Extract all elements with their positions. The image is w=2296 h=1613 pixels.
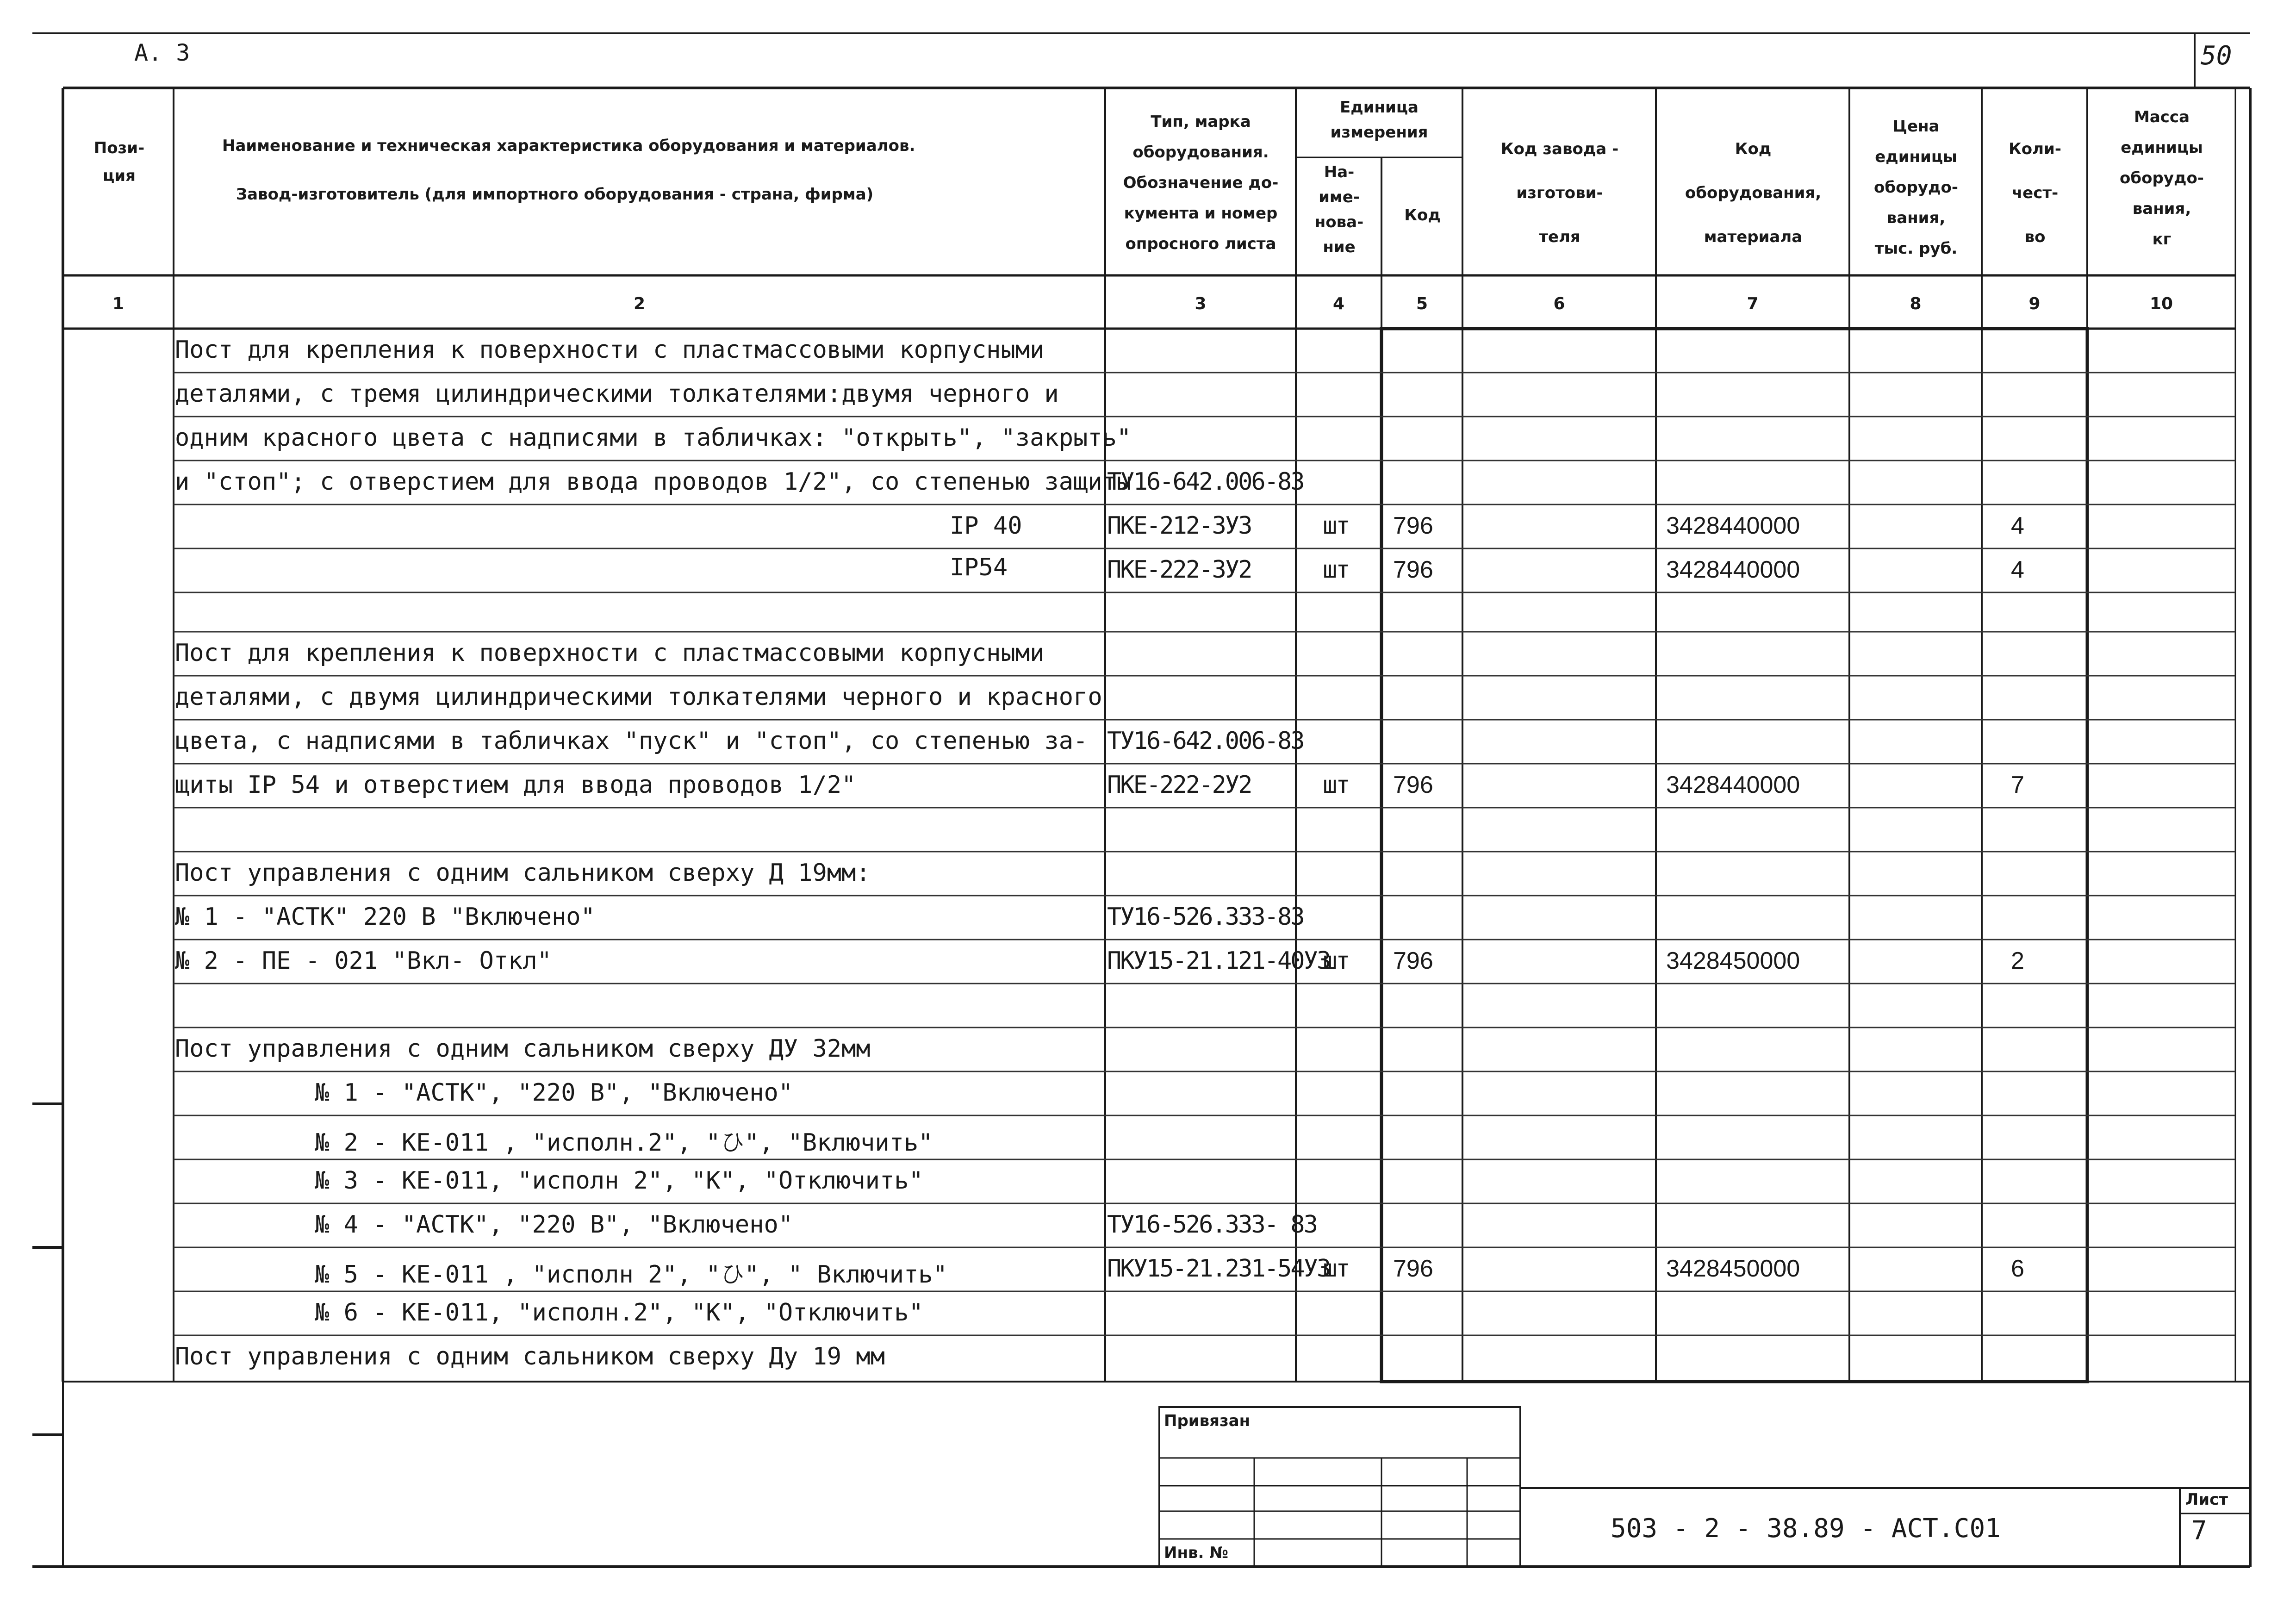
table-row-unit: шт (1323, 556, 1349, 584)
table-row-description: Пост для крепления к поверхности с пластмассовыми корпусными (175, 336, 1045, 364)
column-number-2: 2 (633, 294, 646, 313)
table-row-description: № 4 - "АСТК", "220 В", "Включено" (315, 1211, 793, 1239)
table-row-equipment-code: 3428450000 (1666, 1255, 1800, 1282)
header-equipment-code: Код оборудования, материала (1685, 140, 1822, 246)
table-row-type: ПКЕ-212-3У3 (1107, 512, 1251, 540)
header-position: Пози- ция (93, 139, 145, 185)
table-row-description: № 2 - ПЕ - 021 "Вкл- Откл" (175, 947, 552, 975)
page-number: 50 (2201, 41, 2232, 71)
table-row-description: одним красного цвета с надписями в табличках: "открыть", "закрыть" (175, 424, 1132, 452)
header-type: Тип, марка оборудования. Обозначение до- кумента и номер опросного листа (1123, 112, 1279, 253)
column-number-5: 5 (1416, 294, 1428, 313)
column-number-7: 7 (1747, 294, 1759, 313)
table-row-description: № 3 - КЕ-011, "исполн 2", "К", "Отключить" (315, 1167, 923, 1195)
table-row-type: ТУ16-642.006-83 (1107, 468, 1304, 496)
header-quantity: Коли- чест- во (2009, 140, 2061, 246)
table-row-type: ПКЕ-222-2У2 (1107, 771, 1251, 799)
sheet-ref: А. 3 (134, 39, 190, 66)
table-row-description: Пост управления с одним сальником сверху Ду 19 мм (175, 1343, 885, 1370)
table-row-type: ТУ16-526.333-83 (1107, 903, 1304, 931)
header-unit-mass: Масса единицы оборудо- вания, кг (2120, 108, 2204, 249)
table-row-description: щиты IP 54 и отверстием для ввода проводов 1/2" (175, 771, 856, 799)
table-row-description: № 2 - КЕ-011 , "исполн.2", "ひ", "Включить" (315, 1129, 933, 1157)
table-row-description: № 1 - "АСТК" 220 В "Включено" (175, 903, 595, 931)
table-row-description: № 6 - КЕ-011, "исполн.2", "К", "Отключить" (315, 1299, 923, 1327)
table-row-equipment-code: 3428440000 (1666, 772, 1800, 798)
table-row-unit: шт (1323, 947, 1349, 975)
table-row-type: ТУ16-642.006-83 (1107, 727, 1304, 755)
table-row-type: ПКУ15-21.121-40У3 (1107, 947, 1330, 975)
table-row-description: IP54 (950, 554, 1008, 581)
table-row-quantity: 4 (2011, 556, 2024, 583)
header-name-line2: Завод-изготовитель (для импортного оборудования - страна, фирма) (236, 185, 874, 204)
header-unit-code: Код (1404, 206, 1441, 224)
column-number-4: 4 (1332, 294, 1345, 313)
header-unit-name: На- име- нова- ние (1314, 163, 1364, 256)
table-row-code: 796 (1393, 1255, 1433, 1282)
table-row-description: цвета, с надписями в табличках "пуск" и "стоп", со степенью за- (175, 727, 1088, 755)
table-row-code: 796 (1393, 947, 1433, 974)
stamp-sheet-number: 7 (2191, 1516, 2207, 1546)
column-number-6: 6 (1553, 294, 1565, 313)
table-row-type: ПКУ15-21.231-54У3 (1107, 1255, 1330, 1283)
table-row-description: деталями, с двумя цилиндрическими толкателями черного и красного (175, 683, 1102, 711)
table-row-description: Пост управления с одним сальником сверху ДУ 32мм (175, 1035, 871, 1063)
table-row-description: № 1 - "АСТК", "220 В", "Включено" (315, 1079, 793, 1107)
table-row-equipment-code: 3428440000 (1666, 556, 1800, 583)
column-number-3: 3 (1195, 294, 1207, 313)
table-row-description: Пост управления с одним сальником сверху Д 19мм: (175, 859, 871, 887)
table-row-unit: шт (1323, 512, 1349, 540)
table-row-quantity: 7 (2011, 772, 2024, 798)
table-row-description: деталями, с тремя цилиндрическими толкателями:двумя черного и (175, 380, 1059, 408)
table-row-unit: шт (1323, 1255, 1349, 1283)
table-row-description: и "стоп"; с отверстием для ввода проводов 1/2", со степенью защиты (175, 468, 1132, 496)
header-name-line1: Наименование и техническая характеристика оборудования и материалов. (222, 137, 915, 155)
document-code: 503 - 2 - 38.89 - АСТ.С01 (1611, 1513, 2001, 1544)
table-row-description: № 5 - КЕ-011 , "исполн 2", "ひ", " Включить" (315, 1261, 947, 1289)
stamp-sheet-label: Лист (2185, 1490, 2228, 1509)
stamp-inventory-label: Инв. № (1164, 1544, 1229, 1562)
table-row-quantity: 4 (2011, 512, 2024, 539)
table-row-code: 796 (1393, 772, 1433, 798)
table-row-type: ПКЕ-222-3У2 (1107, 556, 1251, 584)
table-row-type: ТУ16-526.333- 83 (1107, 1211, 1317, 1239)
table-row-description: IP 40 (950, 512, 1022, 540)
header-plant-code: Код завода - изготови- теля (1500, 140, 1619, 246)
column-number-8: 8 (1910, 294, 1922, 313)
table-row-quantity: 6 (2011, 1255, 2024, 1282)
column-number-9: 9 (2028, 294, 2041, 313)
table-row-code: 796 (1393, 512, 1433, 539)
table-row-equipment-code: 3428450000 (1666, 947, 1800, 974)
table-row-quantity: 2 (2011, 947, 2024, 974)
header-unit-group: Единица измерения (1330, 98, 1428, 142)
table-row-description: Пост для крепления к поверхности с пластмассовыми корпусными (175, 639, 1045, 667)
stamp-bound-label: Привязан (1164, 1412, 1251, 1430)
header-unit-price: Цена единицы оборудо- вания, тыс. руб. (1874, 117, 1958, 258)
column-number-1: 1 (112, 294, 124, 313)
table-row-equipment-code: 3428440000 (1666, 512, 1800, 539)
column-number-10: 10 (2149, 294, 2173, 313)
table-row-code: 796 (1393, 556, 1433, 583)
table-row-unit: шт (1323, 771, 1349, 799)
